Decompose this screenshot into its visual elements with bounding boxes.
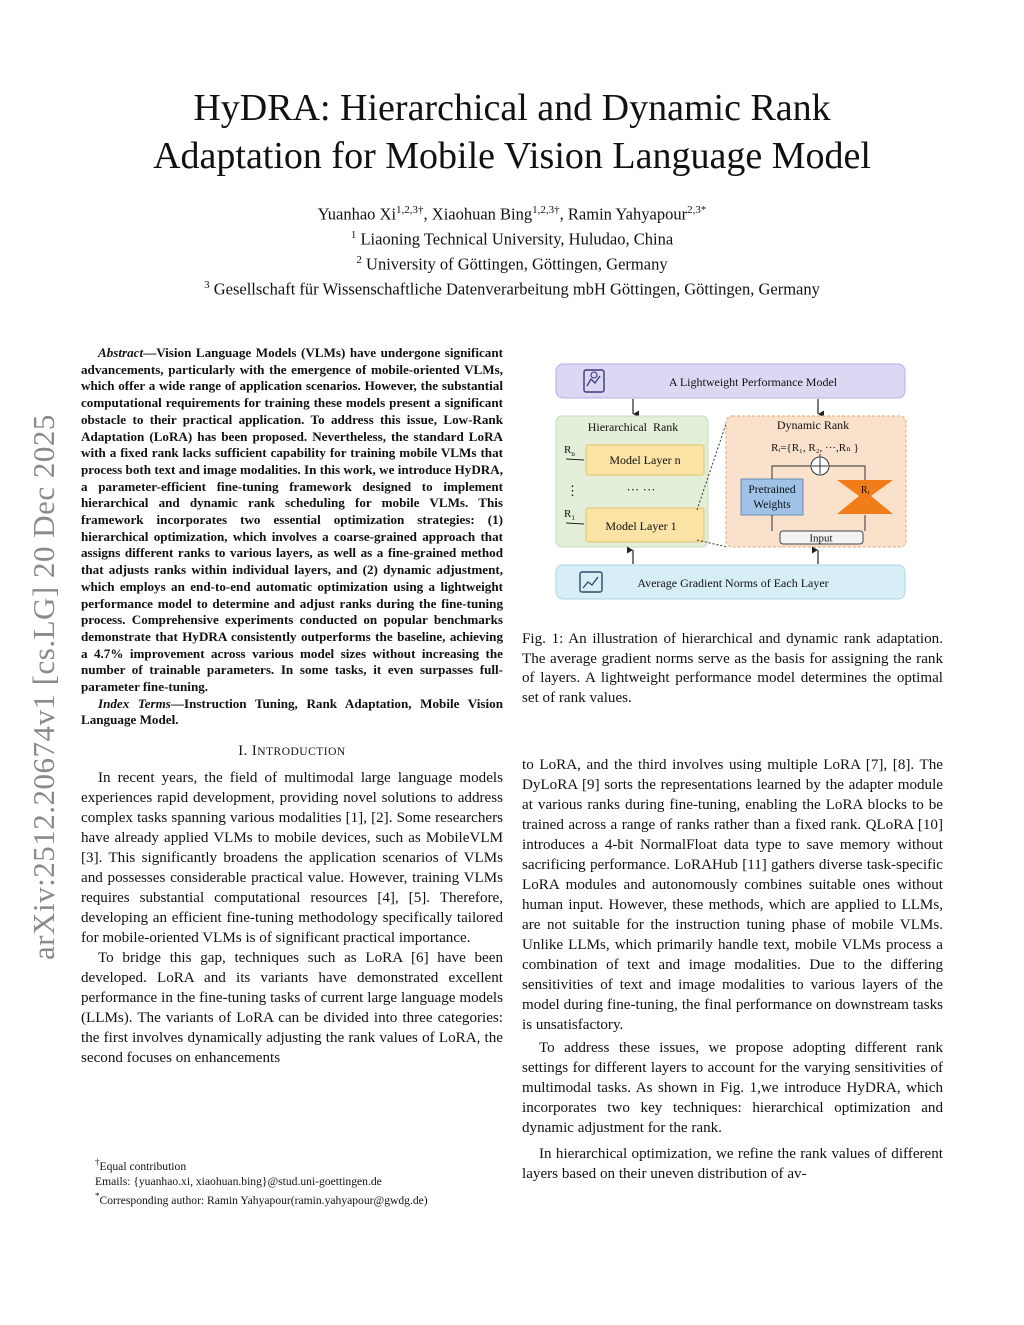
footnote-2: Emails: {yuanhao.xi, xiaohuan.bing}@stud.uni-goettingen.de — [95, 1175, 382, 1189]
top-box-label: A Lightweight Performance Model — [668, 375, 838, 389]
section-rest: NTRODUCTION — [257, 746, 346, 759]
footnote-1-sup: † — [95, 1157, 100, 1167]
affiliation-2-text: University of Göttingen, Göttingen, Germany — [366, 254, 668, 274]
right-paragraph-2: To address these issues, we propose adopting different rank settings for different layers to account for the varying sensitivities of multimodal tasks. As shown in Fig. 1,we introduce HyDRA, which incorporates two key techniques: hierarchical optimization and dynamic adjustment for the rank. — [522, 1040, 943, 1136]
rank-set-formula: Rᵢ={R₁, R₂, ···,Rₙ } — [771, 442, 859, 454]
left-column — [81, 345, 503, 1068]
bottom-box-label: Average Gradient Norms of Each Layer — [637, 576, 829, 590]
author-1: Yuanhao Xi — [317, 204, 397, 224]
footnote-3 — [95, 1189, 505, 1208]
right-column-body — [522, 755, 943, 1184]
input-label: Input — [809, 532, 833, 545]
rank-vdots: ⋮ — [566, 483, 579, 498]
section-heading-introduction — [81, 743, 503, 760]
footnote-3-sup: * — [95, 1191, 100, 1202]
figure-1-diagram — [555, 363, 907, 603]
author-block — [80, 200, 944, 300]
title-line-1: HyDRA: Hierarchical and Dynamic Rank — [193, 87, 831, 129]
title-line-2: Adaptation for Mobile Vision Language Model — [153, 135, 871, 177]
index-terms — [81, 696, 503, 729]
figure-1-caption: Fig. 1: An illustration of hierarchical and dynamic rank adaptation. The average gradient norms serve as the basis for assigning the rank of layers. A lightweight performance model determines the optimal set of rank values. — [522, 631, 943, 707]
affiliation-1-text: Liaoning Technical University, Huludao, China — [360, 229, 674, 249]
affiliation-2-sup: 2 — [356, 254, 362, 266]
author-2: Xiaohuan Bing — [431, 204, 533, 224]
pretrained-label-2: Weights — [753, 499, 791, 511]
pretrained-label-1: Pretrained — [748, 484, 796, 496]
affiliation-3-sup: 3 — [204, 279, 210, 291]
abstract-lead: Abstract — [98, 345, 144, 360]
right-paragraph-1: to LoRA, and the third involves using multiple LoRA [7], [8]. The DyLoRA [9] sorts the representations learned by the adapter module at various ranks during fine-tuning, enabling the LoRA blocks to be trained across a range of ranks rather than a fixed rank. QLoRA [10] introduces a 4-bit NormalFloat data type to save memory without sacrificing performance. LoRAHub [11] gathers diverse task-specific LoRA modules and autonomously combines suitable ones without human input. However, these methods, which are applied to LLMs, are not suitable for the instruction tuning phase of mobile VLMs. Unlike LLMs, which primarily handle text, mobile VLMs process a combination of text and image modalities. Due to the differing sensitivities of text and image modalities to various layers of the model during fine-tuning, the final performance on downstream tasks is unsatisfactory. — [522, 757, 943, 1033]
rank-rn-label: $R_n$ — [564, 444, 575, 458]
index-terms-lead: Index Terms — [98, 695, 171, 711]
affiliation-1 — [80, 225, 944, 250]
arxiv-stamp: arXiv:2512.20674v1 [cs.LG] 20 Dec 2025 — [26, 414, 61, 960]
right-paragraph-3: In hierarchical optimization, we refine the rank values of different layers based on their uneven distribution of av- — [522, 1146, 943, 1182]
author-names: Yuanhao $Xi^{1,2,3\dagger}$, Xiaohuan Bing$^{1,2,3\dagger}$, Ramin Yahyapour$^{2,3*}$ — [317, 204, 707, 224]
affiliation-3 — [80, 275, 944, 300]
section-first-letter: I — [251, 743, 258, 760]
affiliation-2 — [80, 250, 944, 275]
paper-title — [80, 84, 944, 180]
abstract — [81, 345, 503, 696]
model-layer-1-label: Model Layer 1 — [605, 519, 677, 533]
dynamic-title: Dynamic Rank — [776, 418, 850, 432]
author-1-sup: 1,2,3† — [396, 204, 424, 216]
footnote-1 — [95, 1155, 505, 1174]
section-numeral: I. — [238, 743, 252, 760]
hierarchical-title: Hierarchical Rank — [587, 420, 679, 434]
footnote-3-text: Corresponding author: Ramin Yahyapour(ramin.yahyapour@gwdg.de) — [99, 1194, 428, 1208]
layer-dots: ··· ··· — [626, 482, 656, 497]
affiliation-3-text: Gesellschaft für Wissenschaftliche Datenverarbeitung mbH Göttingen, Göttingen, Germany — [213, 279, 820, 299]
rank-r1-label: $R_1$ — [564, 508, 575, 522]
lora-rank-label: Rᵢ — [860, 485, 870, 496]
author-3-sup: 2,3* — [687, 204, 707, 216]
footnotes — [95, 1155, 505, 1209]
abstract-text: —Vision Language Models (VLMs) have undergone significant advancements, particularly with the emergence of mobile-oriented VLMs, which offer a wide range of application scenarios. However, the substantial computational requirements for training these models present a significant obstacle to their practical application. To address this issue, Low-Rank Adaptation (LoRA) has been proposed. Nevertheless, the standard LoRA with a fixed rank lacks sufficient capability for training mobile VLMs that process both text and image modalities. In this work, we introduce HyDRA, a parameter-efficient fine-tuning framework designed to implement hierarchical and dynamic rank scheduling for mobile VLMs. This framework incorporates two essential optimization strategies: (1) hierarchical optimization, which involves a coarse-grained approach that assigns different ranks to various layers, as well as a fine-grained method that adjusts ranks within individual layers, and (2) dynamic adjustment, which employs an end-to-end automatic optimization using a lightweight performance model to determine and adjust ranks during the fine-tuning process. Comprehensive experiments conducted on popular benchmarks demonstrate that HyDRA consistently outperforms the baseline, achieving a 4.7% improvement across various model sizes without increasing the number of trainable parameters. In some tasks, it even surpasses full-parameter fine-tuning. — [81, 345, 503, 695]
author-3: Ramin Yahyapour — [567, 204, 688, 224]
model-layer-n-label: Model Layer n — [609, 453, 681, 467]
intro-paragraph-1: In recent years, the field of multimodal large language models experiences rapid development, providing novel solutions to address complex tasks spanning various modalities [1], [2]. Some researchers have already applied VLMs to mobile devices, such as MobileVLM [3]. This significantly broadens the application scenarios of VLMs and possesses considerable practical value. However, training VLMs requires substantial computational resources [4], [5]. Therefore, developing an efficient fine-tuning methodology specifically tailored for mobile-oriented VLMs is of significant practical importance. — [81, 770, 503, 947]
affiliation-1-sup: 1 — [350, 229, 357, 241]
intro-paragraph-2: To bridge this gap, techniques such as LoRA [6] have been developed. LoRA and its variants have demonstrated excellent performance in the fine-tuning tasks of current large language models (LLMs). The variants of LoRA can be divided into three categories: the first involves dynamically adjusting the rank values of LoRA, the second focuses on enhancements — [81, 950, 503, 1067]
author-2-sup: 1,2,3† — [532, 204, 560, 216]
footnote-1-text: Equal contribution — [99, 1159, 187, 1173]
index-terms-text: —Instruction Tuning, Rank Adaptation, Mobile Vision Language Model. — [81, 695, 503, 728]
